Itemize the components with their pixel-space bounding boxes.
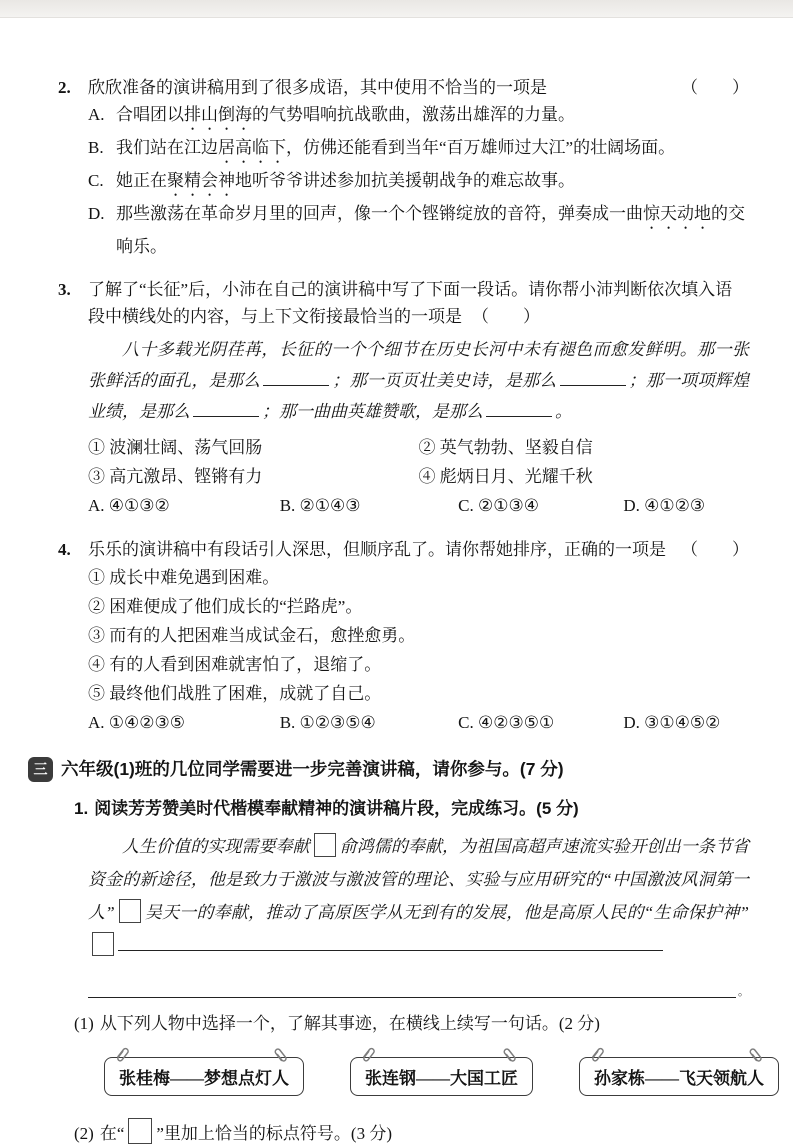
blank-underline <box>193 399 259 417</box>
question-stem-row <box>88 536 749 563</box>
section-three-header <box>28 755 749 783</box>
paperclip-icon <box>355 1044 380 1071</box>
punctuation-box <box>314 833 336 857</box>
choice-a: A. ①④②③⑤ <box>88 713 185 732</box>
passage-text: 人生价值的实现需要奉献 <box>122 837 310 856</box>
option-text: 合唱团以 <box>116 105 184 124</box>
choice-c: C. ②①③④ <box>458 496 539 515</box>
sentence-4: ④ 有的人看到困难就害怕了，退缩了。 <box>88 655 382 674</box>
page-top-edge <box>0 0 793 18</box>
choice-b: B. ①②③⑤④ <box>279 713 376 732</box>
question-stem <box>88 276 749 330</box>
punctuation-box <box>128 1118 152 1144</box>
name-card-text: 张桂梅——梦想点灯人 <box>119 1069 289 1088</box>
emphasized-idiom: 聚精会神 <box>167 171 235 190</box>
name-card-text: 孙家栋——飞天领航人 <box>594 1069 764 1088</box>
blank-underline <box>486 399 552 417</box>
punctuation-box <box>119 899 141 923</box>
option-text: 她正在 <box>116 171 167 190</box>
continuation-underline-row <box>88 976 749 998</box>
fill-option-3: ③ 高亢激昂、铿锵有力 <box>88 467 263 486</box>
blank-underline <box>263 368 329 386</box>
option-text: ，仿佛还能看到当年“百万雄师过大江”的壮阔场面。 <box>286 138 676 157</box>
question-number: 4. <box>58 540 71 559</box>
line-end-period: 。 <box>738 986 749 998</box>
question-stem-row <box>88 74 749 101</box>
question-3 <box>58 276 749 520</box>
name-card-text: 张连钢——大国工匠 <box>365 1069 518 1088</box>
sentence-3: ③ 而有的人把困难当成试金石，愈挫愈勇。 <box>88 626 416 645</box>
name-card-zhang-liangang <box>350 1057 533 1096</box>
part-1-body <box>58 830 749 998</box>
part-1 <box>58 795 764 1147</box>
sub-question-text: 从下列人物中选择一个，了解其事迹，在横线上续写一句话。(2 分) <box>99 1014 600 1033</box>
fill-option-4: ④ 彪炳日月、光耀千秋 <box>418 467 593 486</box>
part-number: 1. <box>74 799 89 818</box>
question-4 <box>58 536 749 737</box>
option-text: 那些激荡在革命岁月里的回声，像一个个铿锵绽放的音符，弹奏成一曲 <box>116 204 643 223</box>
option-d <box>88 200 749 260</box>
option-label: C. <box>88 171 104 190</box>
passage-text: 俞鸿儒的奉献，为祖国高超声速流实验开创出一条节省资金的新途径，他是致力于激波与激波管的理论、实验与应用研究的“中国激波风洞第一人” <box>88 837 750 922</box>
section-three-icon: 三 <box>28 757 53 782</box>
paperclip-icon <box>745 1044 770 1071</box>
person-cards-row <box>104 1057 764 1096</box>
option-label: B. <box>88 138 104 157</box>
option-c <box>88 167 749 200</box>
sub-question-label: (1) <box>74 1014 94 1033</box>
choice-a: A. ④①③② <box>88 496 170 515</box>
name-card-zhang-guimei <box>104 1057 304 1096</box>
fill-option-2: ② 英气勃勃、坚毅自信 <box>418 438 593 457</box>
paperclip-icon <box>499 1044 524 1071</box>
option-text: 我们站在江边 <box>116 138 218 157</box>
question-number: 2. <box>58 78 71 97</box>
sub-question-text: ”里加上恰当的标点符号。(3 分) <box>156 1124 392 1143</box>
sub-question-2 <box>74 1118 749 1147</box>
continuation-underline <box>118 933 663 951</box>
passage-text: 。 <box>555 402 572 421</box>
passage-text: 八十多载光阴荏苒，长征的一个个细节在历史长河中未有褪色而愈发鲜明。那一张张鲜活的面孔，是那么 <box>88 340 749 390</box>
answer-bracket: （ ） <box>681 78 749 97</box>
emphasized-idiom: 排山倒海 <box>184 105 252 124</box>
option-label: D. <box>88 204 105 223</box>
sentence-5: ⑤ 最终他们战胜了困难，成就了自己。 <box>88 684 382 703</box>
passage-text: 吴天一的奉献，推动了高原医学从无到有的发展，他是高原人民的“生命保护神” <box>144 903 749 922</box>
passage-text: ；那一项项辉煌业绩，是那么 <box>88 371 750 421</box>
continuation-underline <box>88 975 736 998</box>
question-2 <box>58 74 749 260</box>
choice-b: B. ②①④③ <box>279 496 361 515</box>
quoted-passage <box>88 334 749 427</box>
worksheet-page <box>0 18 793 1147</box>
part-1-heading <box>74 795 749 822</box>
choice-d: D. ④①②③ <box>623 496 706 515</box>
punctuation-box <box>92 932 114 956</box>
emphasized-idiom: 惊天动地 <box>643 204 711 223</box>
question-stem-text: 了解了“长征”后，小沛在自己的演讲稿中写了下面一段话。请你帮小沛判断依次填入语段中横线处的内容，与上下文衔接最恰当的一项是 <box>88 280 733 326</box>
question-number: 3. <box>58 280 71 299</box>
name-card-sun-jiadong <box>579 1057 779 1096</box>
choice-c: C. ④②③⑤① <box>458 713 555 732</box>
choice-row <box>88 708 749 737</box>
section-title: 六年级(1)班的几位同学需要进一步完善演讲稿，请你参与。(7 分) <box>61 759 564 779</box>
sub-question-label: (2) <box>74 1124 94 1143</box>
option-b <box>88 134 749 167</box>
paperclip-icon <box>109 1044 134 1071</box>
choice-row <box>88 491 749 520</box>
passage-text: ；那一页页壮美史诗，是那么 <box>332 371 557 390</box>
sentence-2: ② 困难便成了他们成长的“拦路虎”。 <box>88 597 363 616</box>
sentence-1: ① 成长中难免遇到困难。 <box>88 568 280 587</box>
blank-underline <box>560 368 626 386</box>
answer-bracket: （ ） <box>681 540 749 559</box>
speech-passage <box>88 830 749 962</box>
option-text: 的交响乐。 <box>116 204 745 256</box>
option-text: 地听爷爷讲述参加抗美援朝战争的难忘故事。 <box>235 171 575 190</box>
option-a <box>88 101 749 134</box>
part-title: 阅读芳芳赞美时代楷模奉献精神的演讲稿片段，完成练习。(5 分) <box>94 799 579 818</box>
emphasized-idiom: 居高临下 <box>218 138 286 157</box>
sub-question-1 <box>74 1010 749 1037</box>
passage-text: ；那一曲曲英雄赞歌，是那么 <box>262 402 483 421</box>
option-label: A. <box>88 105 105 124</box>
option-text: 的气势唱响抗战歌曲，激荡出雄浑的力量。 <box>252 105 575 124</box>
paperclip-icon <box>584 1044 609 1071</box>
fill-options-grid <box>88 433 749 491</box>
question-stem: 欣欣准备的演讲稿用到了很多成语，其中使用不恰当的一项是 <box>88 78 547 97</box>
choice-d: D. ③①④⑤② <box>623 713 721 732</box>
answer-bracket: （ ） <box>472 307 540 326</box>
paperclip-icon <box>270 1044 295 1071</box>
sub-question-text: 在“ <box>99 1124 125 1143</box>
question-stem: 乐乐的演讲稿中有段话引人深思，但顺序乱了。请你帮她排序，正确的一项是 <box>88 540 666 559</box>
fill-option-1: ① 波澜壮阔、荡气回肠 <box>88 438 263 457</box>
